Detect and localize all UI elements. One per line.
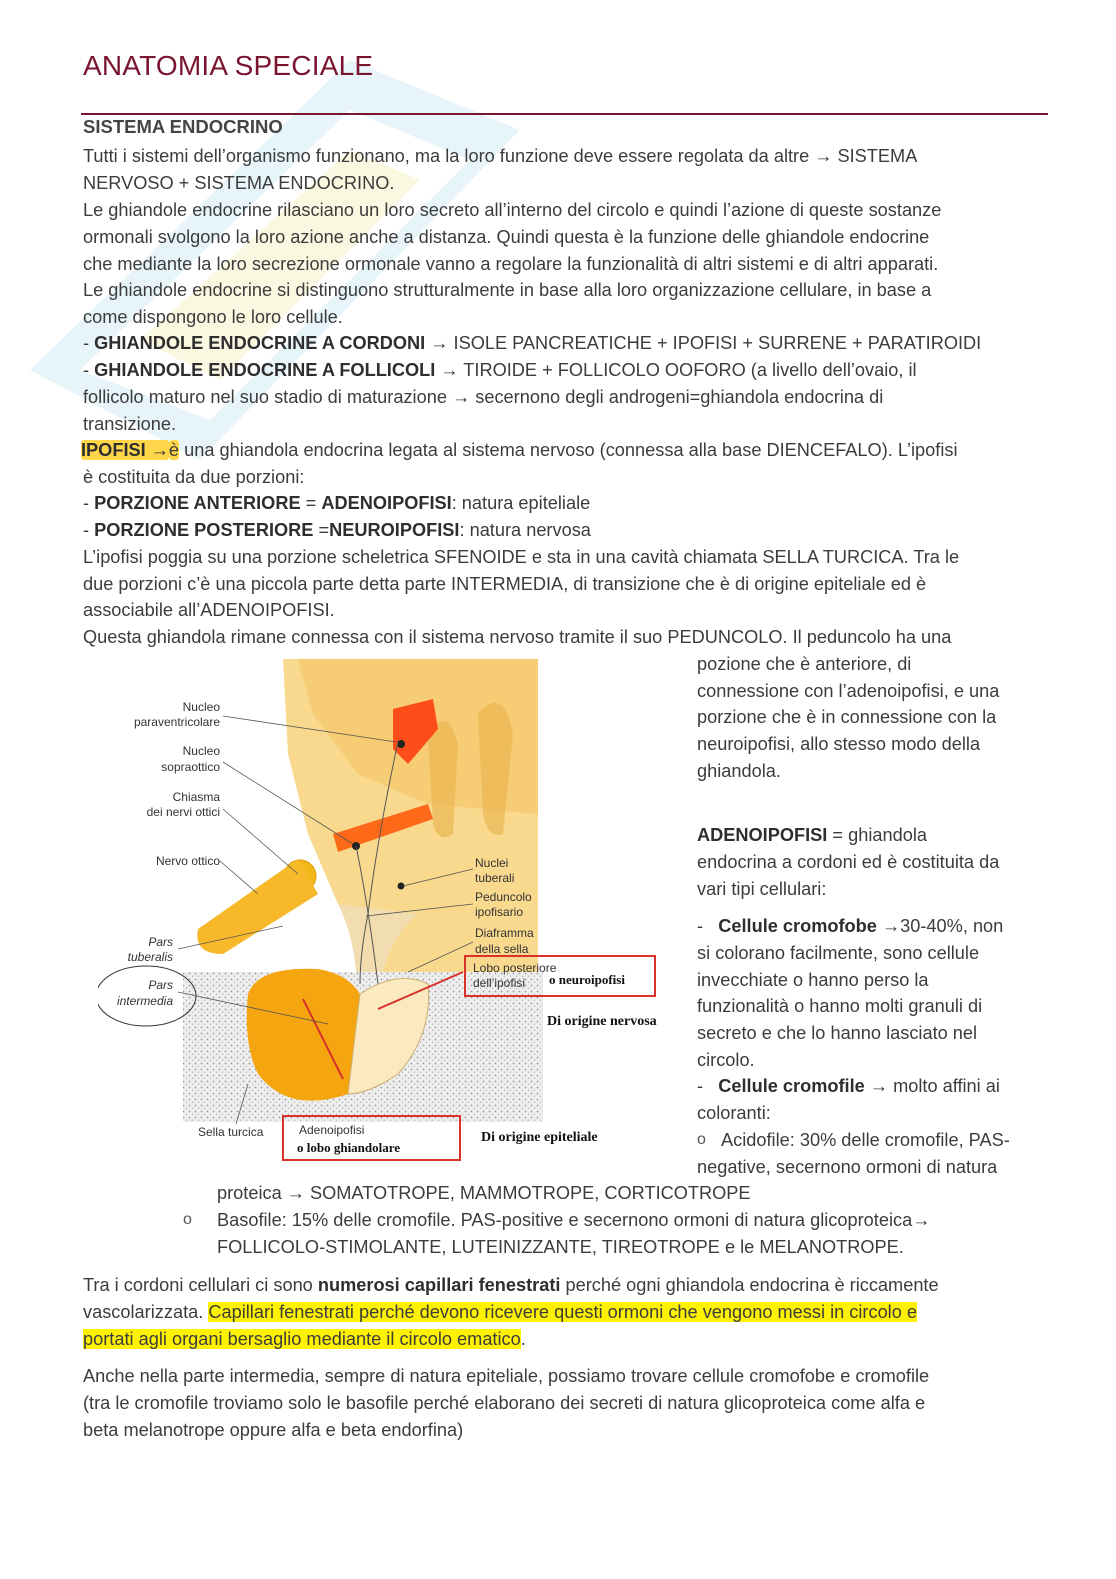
paragraph-line: neuroipofisi, allo stesso modo della bbox=[697, 734, 981, 754]
section-heading: SISTEMA ENDOCRINO bbox=[83, 116, 283, 137]
cordoni-label: GHIANDOLE ENDOCRINE A CORDONI bbox=[94, 333, 426, 353]
paragraph-line: Le ghiandole endocrine si distinguono strutturalmente in base alla loro organizzazione cellulare, in base a bbox=[83, 280, 932, 300]
label-diaframma-1: Diaframma bbox=[475, 926, 534, 940]
label-peduncolo-2: ipofisario bbox=[475, 905, 524, 919]
adeno-definition bbox=[697, 822, 927, 849]
label-adenoipofisi-1: Adenoipofisi bbox=[299, 1123, 365, 1137]
paragraph-line: associabile all’ADENOIPOFISI. bbox=[83, 600, 335, 620]
list-dash: - bbox=[697, 1076, 704, 1096]
paragraph-line: Tutti i sistemi dell’organismo funzionano, ma la loro funzione deve essere regolata da altre → SISTEMA bbox=[83, 146, 918, 166]
paragraph-line: che mediante la loro secrezione ormonale vanno a regolare la funzionalità di altri sistemi e di altri apparati. bbox=[83, 254, 939, 274]
adeno-text: = ghiandola bbox=[827, 825, 927, 845]
paragraph-line: Le ghiandole endocrine rilasciano un loro secreto all’interno del circolo e quindi l’azione di queste sostanze bbox=[83, 200, 942, 220]
list-item-cordoni: - GHIANDOLE ENDOCRINE A CORDONI → ISOLE PANCREATICHE + IPOFISI + SURRENE + PARATIROIDI bbox=[83, 333, 982, 353]
paragraph-line: coloranti: bbox=[697, 1103, 771, 1123]
paragraph-line: vari tipi cellulari: bbox=[697, 879, 827, 899]
paragraph-line: come dispongono le loro cellule. bbox=[83, 307, 343, 327]
label-origine-nervosa: Di origine nervosa bbox=[547, 1014, 657, 1029]
cap-end: . bbox=[520, 1329, 526, 1349]
paragraph-line: endocrina a cordoni ed è costituita da bbox=[697, 852, 1000, 872]
label-pars-intermedia-2: intermedia bbox=[116, 994, 173, 1008]
label-lobo-posteriore-2: dell’ipofisi bbox=[473, 976, 526, 990]
cordoni-text: → ISOLE PANCREATICHE + IPOFISI + SURRENE + PARATIROIDI bbox=[425, 333, 982, 353]
label-chiasma-1: Chiasma bbox=[172, 790, 220, 804]
highlighted-text: portati agli organi bersaglio mediante il circolo ematico bbox=[83, 1329, 521, 1349]
label-nucleo-sopraottico-2: sopraottico bbox=[161, 760, 220, 774]
label-origine-epiteliale: Di origine epiteliale bbox=[481, 1130, 598, 1145]
page-title: ANATOMIA SPECIALE bbox=[83, 50, 374, 81]
label-pars-tuberalis-1: Pars bbox=[148, 935, 173, 949]
title-underline bbox=[81, 113, 1048, 115]
label-nuclei-tuberali-1: Nuclei bbox=[475, 856, 509, 870]
label-pars-intermedia-1: Pars bbox=[148, 978, 173, 992]
label-diaframma-2: della sella bbox=[475, 942, 529, 956]
post-name: NEUROIPOFISI bbox=[329, 520, 460, 540]
paragraph-line: Anche nella parte intermedia, sempre di natura epiteliale, possiamo trovare cellule cromofobe e cromofile bbox=[83, 1366, 930, 1386]
paragraph-line: connessione con l’adenoipofisi, e una bbox=[697, 681, 1000, 701]
paragraph-line: NERVOSO + SISTEMA ENDOCRINO. bbox=[83, 173, 395, 193]
cromofile-text: → molto affini ai bbox=[864, 1076, 1000, 1096]
capillari-line-2 bbox=[83, 1299, 917, 1326]
neuron-dot bbox=[397, 740, 405, 748]
post-text: : natura nervosa bbox=[459, 520, 591, 540]
list-item-cromofile bbox=[697, 1073, 1000, 1100]
capillari-line bbox=[83, 1272, 939, 1299]
ant-name: ADENOIPOFISI bbox=[321, 493, 452, 513]
list-dash: - bbox=[697, 916, 704, 936]
label-peduncolo-1: Peduncolo bbox=[475, 890, 532, 904]
highlighted-text: Capillari fenestrati perché devono ricevere questi ormoni che vengono messi in circolo e bbox=[208, 1302, 918, 1322]
paragraph-line: ghiandola. bbox=[697, 761, 781, 781]
paragraph-line: (tra le cromofile troviamo solo le basofile perché elaborano dei secreti di natura glicoproteica come alfa e bbox=[83, 1393, 926, 1413]
cap-bold: numerosi capillari fenestrati bbox=[317, 1275, 561, 1295]
paragraph-line: circolo. bbox=[697, 1050, 755, 1070]
paragraph-line: negative, secernono ormoni di natura bbox=[697, 1157, 998, 1177]
paragraph-line: Questa ghiandola rimane connessa con il sistema nervoso tramite il suo PEDUNCOLO. Il peduncolo ha una bbox=[83, 627, 952, 647]
label-nuclei-tuberali-2: tuberali bbox=[475, 871, 515, 885]
paragraph-line: è costituita da due porzioni: bbox=[83, 467, 305, 487]
paragraph-line: L’ipofisi poggia su una porzione scheletrica SFENOIDE e sta in una cavità chiamata SELLA TURCICA. Tra le bbox=[83, 547, 960, 567]
paragraph-line: Acidofile: 30% delle cromofile, PAS- bbox=[721, 1130, 1010, 1150]
label-nucleo-sopraottico-1: Nucleo bbox=[182, 744, 220, 758]
ant-eq: = bbox=[300, 493, 322, 513]
ipofisi-diagram bbox=[98, 654, 683, 1169]
paragraph-line: invecchiate o hanno perso la bbox=[697, 970, 929, 990]
post-label: PORZIONE POSTERIORE bbox=[94, 520, 314, 540]
list-bullet: o bbox=[697, 1131, 706, 1148]
ipofisi-e: è bbox=[168, 440, 180, 460]
label-sella-turcica: Sella turcica bbox=[198, 1125, 264, 1139]
paragraph-line: secreto e che lo hanno lasciato nel bbox=[697, 1023, 978, 1043]
paragraph-line: proteica → SOMATOTROPE, MAMMOTROPE, CORTICOTROPE bbox=[217, 1183, 751, 1203]
paragraph-line: porzione che è in connessione con la bbox=[697, 707, 997, 727]
label-nucleo-paraventricolare-2: paraventricolare bbox=[133, 715, 220, 729]
list-item-anteriore: - PORZIONE ANTERIORE = ADENOIPOFISI: natura epiteliale bbox=[83, 493, 591, 513]
paragraph-line: funzionalità o hanno molti granuli di bbox=[697, 996, 983, 1016]
paragraph-line: follicolo maturo nel suo stadio di maturazione → secernono degli androgeni=ghiandola endocrina di bbox=[83, 387, 884, 407]
paragraph-line: Basofile: 15% delle cromofile. PAS-positive e secernono ormoni di natura glicoproteica→ bbox=[217, 1210, 931, 1230]
paragraph-line: ormonali svolgono la loro azione anche a distanza. Quindi questa è la funzione delle ghiandole endocrine bbox=[83, 227, 930, 247]
cap-b: vascolarizzata. bbox=[83, 1302, 209, 1322]
cap-post: perché ogni ghiandola endocrina è riccamente bbox=[560, 1275, 939, 1295]
paragraph-line: beta melanotrope oppure alfa e beta endorfina) bbox=[83, 1420, 464, 1440]
label-pars-tuberalis-2: tuberalis bbox=[127, 950, 173, 964]
list-bullet: o bbox=[183, 1211, 192, 1228]
paragraph-line: pozione che è anteriore, di bbox=[697, 654, 912, 674]
paragraph-line: transizione. bbox=[83, 414, 177, 434]
paragraph-line: si colorano facilmente, sono cellule bbox=[697, 943, 980, 963]
optic-nerve bbox=[197, 859, 318, 954]
adeno-label: ADENOIPOFISI bbox=[697, 825, 828, 845]
list-item-cromofobe bbox=[697, 913, 1003, 940]
ipofisi-line bbox=[81, 437, 958, 464]
ant-label: PORZIONE ANTERIORE bbox=[94, 493, 301, 513]
list-item-follicoli: - GHIANDOLE ENDOCRINE A FOLLICOLI → TIROIDE + FOLLICOLO OOFORO (a livello dell’ovaio, il bbox=[83, 360, 917, 380]
ipofisi-label: IPOFISI → bbox=[81, 440, 169, 460]
ipofisi-text: una ghiandola endocrina legata al sistema nervoso (connessa alla base DIENCEFALO). L’ipofisi bbox=[179, 440, 958, 460]
label-lobo-posteriore-1: Lobo posteriore bbox=[473, 961, 557, 975]
paragraph-line: due porzioni c’è una piccola parte detta parte INTERMEDIA, di transizione che è di origine epiteliale ed è bbox=[83, 574, 927, 594]
follicoli-label: GHIANDOLE ENDOCRINE A FOLLICOLI bbox=[94, 360, 436, 380]
cromofile-label: Cellule cromofile bbox=[718, 1076, 865, 1096]
post-eq: = bbox=[313, 520, 330, 540]
ant-text: : natura epiteliale bbox=[451, 493, 591, 513]
follicoli-text: → TIROIDE + FOLLICOLO OOFORO (a livello dell’ovaio, il bbox=[435, 360, 917, 380]
cromofobe-label: Cellule cromofobe bbox=[718, 916, 877, 936]
label-adenoipofisi-2: o lobo ghiandolare bbox=[297, 1140, 401, 1155]
cromofobe-text: →30-40%, non bbox=[876, 916, 1004, 936]
label-nervo-ottico: Nervo ottico bbox=[155, 854, 220, 868]
paragraph-line: FOLLICOLO-STIMOLANTE, LUTEINIZZANTE, TIREOTROPE e le MELANOTROPE. bbox=[217, 1237, 904, 1257]
label-neuroipofisi: o neuroipofisi bbox=[549, 972, 625, 987]
label-chiasma-2: dei nervi ottici bbox=[146, 805, 220, 819]
list-item-posteriore: - PORZIONE POSTERIORE =NEUROIPOFISI: natura nervosa bbox=[83, 520, 591, 540]
capillari-line-3 bbox=[83, 1326, 526, 1353]
cap-pre: Tra i cordoni cellulari ci sono bbox=[83, 1275, 318, 1295]
label-nucleo-paraventricolare-1: Nucleo bbox=[182, 700, 220, 714]
